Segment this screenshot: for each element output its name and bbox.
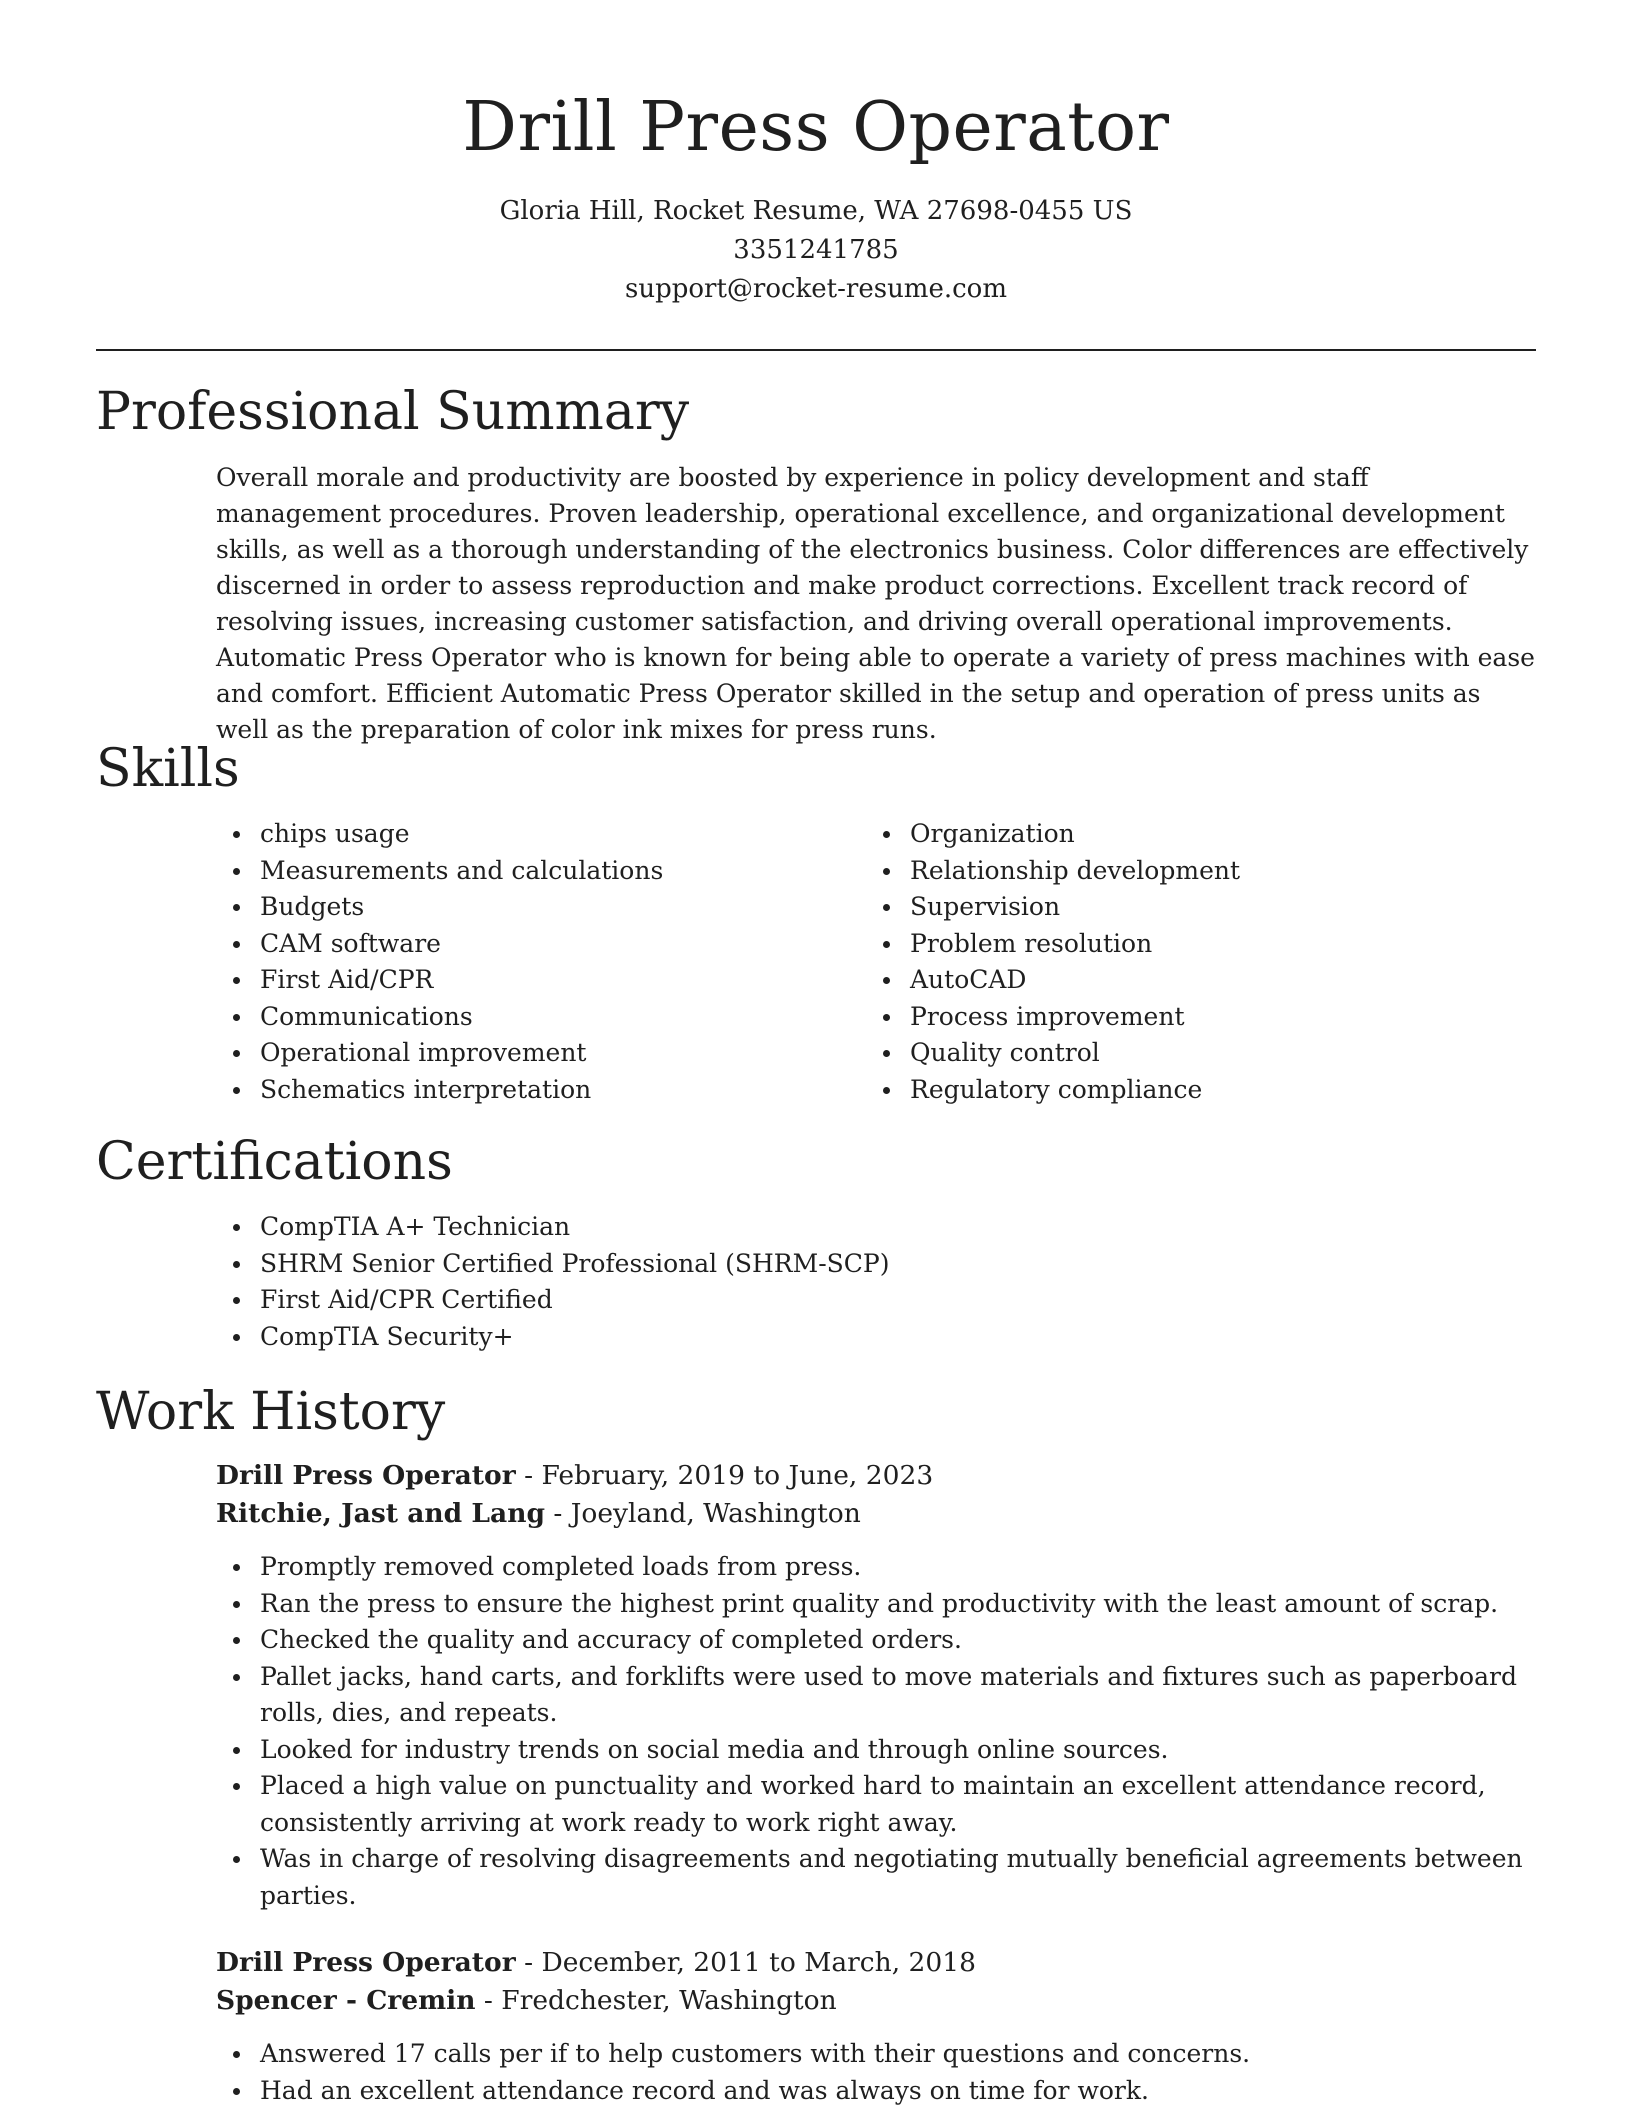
job-role: Drill Press Operator <box>216 1460 516 1491</box>
job-bullet: Answered 17 calls per if to help customers with their questions and concerns. <box>216 2036 1536 2073</box>
certifications-section <box>96 1130 1536 1355</box>
job-bullet: Promptly removed completed loads from press. <box>216 1549 1536 1586</box>
summary-heading: Professional Summary <box>96 382 690 442</box>
certification-item: First Aid/CPR Certified <box>216 1282 1536 1319</box>
contact-address: Gloria Hill, Rocket Resume, WA 27698-0455 US <box>499 196 1133 226</box>
summary-section <box>96 380 1536 748</box>
skill-item: Quality control <box>866 1035 1516 1072</box>
summary-paragraph: Overall morale and productivity are boosted by experience in policy development and staff management procedures. Proven leadership, operational excellence, and organizational development skills, as well as a thorough understanding of the electronics business. Color differences are effectively discerned in order to assess reproduction and make product corrections. Excellent track record of resolving issues, increasing customer satisfaction, and driving overall operational improvements. Automatic Press Operator who is known for being able to operate a variety of press machines with ease and comfort. Efficient Automatic Press Operator skilled in the setup and operation of press units as well as the preparation of color ink mixes for press runs. <box>216 463 1535 744</box>
job-role: Drill Press Operator <box>216 1947 516 1978</box>
job-location: - Joeyland, Washington <box>545 1498 861 1529</box>
skill-item: Organization <box>866 816 1516 853</box>
skills-list-right <box>866 816 1516 1108</box>
job-bullet: Looked for industry trends on social media and through online sources. <box>216 1732 1536 1769</box>
skill-item: Relationship development <box>866 853 1516 890</box>
skill-item: AutoCAD <box>866 962 1516 999</box>
certification-item: CompTIA Security+ <box>216 1319 1536 1356</box>
job-bullet: Checked the quality and accuracy of completed orders. <box>216 1622 1536 1659</box>
job-company: Ritchie, Jast and Lang <box>216 1498 545 1529</box>
skill-item: Problem resolution <box>866 926 1516 963</box>
job-bullet: Pallet jacks, hand carts, and forklifts were used to move materials and fixtures such as paperboard rolls, dies, and repeats. <box>216 1659 1536 1732</box>
certifications-heading: Certifications <box>96 1132 453 1192</box>
skill-item: Supervision <box>866 889 1516 926</box>
resume-page <box>96 0 1536 2105</box>
job-company-line <box>216 1982 1536 2020</box>
skills-columns <box>216 816 1536 1108</box>
skill-item: CAM software <box>216 926 866 963</box>
header-divider <box>96 349 1536 351</box>
skill-item: chips usage <box>216 816 866 853</box>
job-dates: - December, 2011 to March, 2018 <box>515 1947 976 1978</box>
certification-item: SHRM Senior Certified Professional (SHRM-SCP) <box>216 1246 1536 1283</box>
job-entry <box>216 1457 1536 1914</box>
certifications-list <box>216 1209 1536 1355</box>
job-bullets <box>216 2036 1536 2109</box>
resume-title: Drill Press Operator <box>462 88 1170 167</box>
skills-section <box>96 737 1536 1108</box>
contact-email: support@rocket-resume.com <box>624 274 1007 304</box>
skill-item: Measurements and calculations <box>216 853 866 890</box>
job-dates: - February, 2019 to June, 2023 <box>515 1460 934 1491</box>
contact-phone: 3351241785 <box>733 235 899 265</box>
skill-item: Budgets <box>216 889 866 926</box>
skills-heading: Skills <box>96 739 240 799</box>
work-history-section <box>96 1380 1536 2109</box>
job-bullet: Placed a high value on punctuality and worked hard to maintain an excellent attendance record, consistently arriving at work ready to work right away. <box>216 1768 1536 1841</box>
job-bullet: Was in charge of resolving disagreements and negotiating mutually beneficial agreements between parties. <box>216 1841 1536 1914</box>
resume-header <box>96 0 1536 351</box>
job-company: Spencer - Cremin <box>216 1985 476 2016</box>
skills-list-left <box>216 816 866 1108</box>
job-bullet: Ran the press to ensure the highest print quality and productivity with the least amount of scrap. <box>216 1586 1536 1623</box>
work-history-heading: Work History <box>96 1382 446 1442</box>
job-bullets <box>216 1549 1536 1914</box>
job-title-line <box>216 1944 1536 1982</box>
skill-item: Regulatory compliance <box>866 1072 1516 1109</box>
job-title-line <box>216 1457 1536 1495</box>
contact-block <box>96 192 1536 309</box>
job-location: - Fredchester, Washington <box>475 1985 837 2016</box>
skill-item: Communications <box>216 999 866 1036</box>
skill-item: First Aid/CPR <box>216 962 866 999</box>
job-entry <box>216 1944 1536 2109</box>
skill-item: Schematics interpretation <box>216 1072 866 1109</box>
skill-item: Operational improvement <box>216 1035 866 1072</box>
job-company-line <box>216 1495 1536 1533</box>
skill-item: Process improvement <box>866 999 1516 1036</box>
certification-item: CompTIA A+ Technician <box>216 1209 1536 1246</box>
job-bullet: Had an excellent attendance record and was always on time for work. <box>216 2073 1536 2110</box>
